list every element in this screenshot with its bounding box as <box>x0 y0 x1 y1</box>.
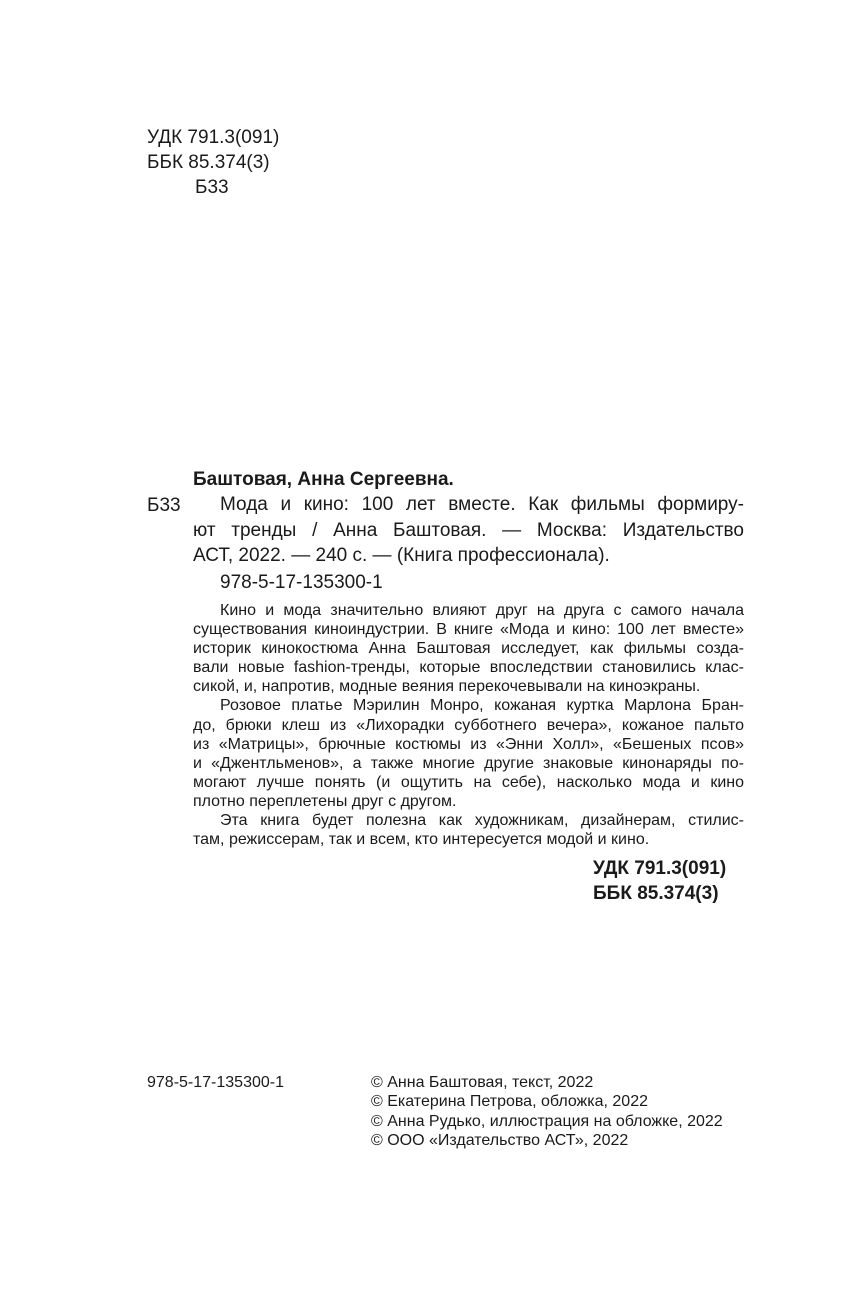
author-sign-margin: Б33 <box>147 495 181 516</box>
copyright-line: © Анна Баштовая, текст, 2022 <box>371 1074 594 1091</box>
annotation-line: Кино и мода значительно влияют друг на друга с самого начала <box>220 602 744 619</box>
isbn: 978-5-17-135300-1 <box>220 572 383 593</box>
annotation-line: и «Джентльменов», а также многие другие знаковые кинонаряды по- <box>193 754 744 772</box>
annotation-line: могают лучше понять (и ощутить на себе), насколько мода и кино <box>193 773 744 791</box>
title-line: ют тренды / Анна Баштовая. — Москва: Издательство <box>193 519 744 541</box>
classification-top <box>147 125 279 200</box>
title-line: Мода и кино: 100 лет вместе. Как фильмы формиру- <box>220 494 744 515</box>
annotation-line: историк кинокостюма Анна Баштовая исследует, как фильмы созда- <box>193 640 744 658</box>
udk-code: УДК 791.3(091) <box>147 127 280 148</box>
classification-bottom <box>593 856 726 906</box>
copyright-line: © ООО «Издательство АСТ», 2022 <box>371 1131 629 1149</box>
copyright-list <box>371 1073 723 1150</box>
author-sign: Б33 <box>195 177 229 198</box>
title-line: АСТ, 2022. — 240 с. — (Книга профессионала). <box>193 545 610 566</box>
annotation <box>193 601 744 849</box>
copyright-line: © Екатерина Петрова, обложка, 2022 <box>371 1093 648 1111</box>
annotation-line: существования киноиндустрии. В книге «Мода и кино: 100 лет вместе» <box>193 621 744 639</box>
author-name: Баштовая, Анна Сергеевна. <box>193 469 454 490</box>
annotation-line: сикой, и, напротив, модные веяния перекочевывали на киноэкраны. <box>193 678 701 696</box>
annotation-line: до, брюки клеш из «Лихорадки субботнего вечера», кожаное пальто <box>193 716 744 734</box>
footer-isbn: 978-5-17-135300-1 <box>147 1074 284 1091</box>
bbk-code: ББК 85.374(3) <box>147 152 270 173</box>
annotation-line: Розовое платье Мэрилин Монро, кожаная куртка Марлона Бран- <box>220 697 744 715</box>
annotation-line: вали новые fashion-тренды, которые впоследствии становились клас- <box>193 659 744 677</box>
annotation-line: из «Матрицы», брючные костюмы из «Энни Холл», «Бешеных псов» <box>193 735 744 753</box>
title-description <box>193 492 744 569</box>
annotation-line: там, режиссерам, так и всем, кто интересуется модой и кино. <box>193 831 650 849</box>
copyright-line: © Анна Рудько, иллюстрация на обложке, 2022 <box>371 1112 723 1130</box>
bbk-code-bold: ББК 85.374(3) <box>593 883 719 904</box>
annotation-line: плотно переплетены друг с другом. <box>193 792 457 810</box>
udk-code-bold: УДК 791.3(091) <box>593 858 727 879</box>
annotation-line: Эта книга будет полезна как художникам, дизайнерам, стилис- <box>220 812 744 830</box>
